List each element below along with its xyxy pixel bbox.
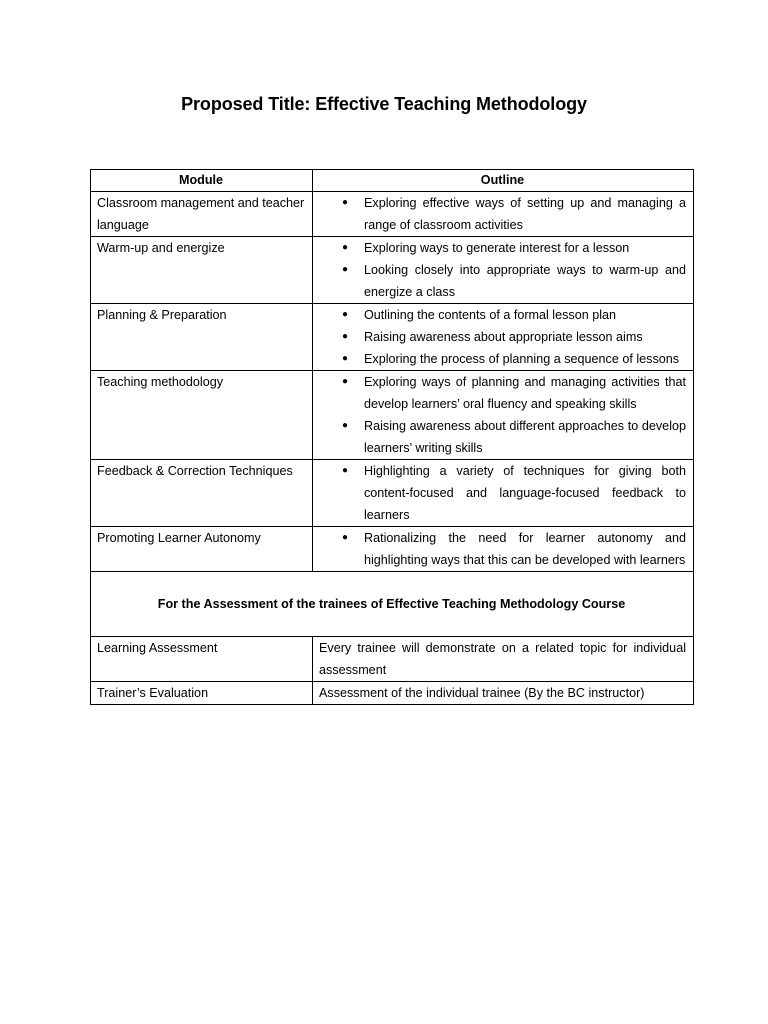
bullet-icon: ●	[342, 465, 349, 476]
table-row	[91, 304, 694, 371]
outline-item	[319, 415, 686, 459]
bullet-icon: ●	[342, 420, 349, 431]
outline-item-text: Rationalizing the need for learner autonomy and highlighting ways that this can be developed with learners	[364, 531, 686, 567]
bullet-icon: ●	[342, 309, 349, 320]
bullet-icon: ●	[342, 331, 349, 342]
module-cell: Classroom management and teacher language	[91, 192, 313, 237]
outline-item-text: Exploring the process of planning a sequence of lessons	[364, 352, 680, 366]
table-row	[91, 237, 694, 304]
assessment-heading-row	[91, 572, 694, 637]
module-cell: Teaching methodology	[91, 371, 313, 460]
outline-list	[319, 237, 686, 303]
outline-list	[319, 192, 686, 236]
assessment-value: Assessment of the individual trainee (By the BC instructor)	[313, 682, 694, 705]
assessment-row	[91, 637, 694, 682]
module-cell: Planning & Preparation	[91, 304, 313, 371]
outline-item-text: Outlining the contents of a formal lesson plan	[364, 308, 617, 322]
outline-item	[319, 527, 686, 571]
outline-cell	[313, 371, 694, 460]
module-cell: Promoting Learner Autonomy	[91, 527, 313, 572]
outline-item	[319, 304, 686, 326]
assessment-value: Every trainee will demonstrate on a related topic for individual assessment	[313, 637, 694, 682]
outline-item	[319, 237, 686, 259]
bullet-icon: ●	[342, 353, 349, 364]
outline-cell	[313, 527, 694, 572]
outline-item	[319, 371, 686, 415]
outline-item-text: Highlighting a variety of techniques for giving both content-focused and language-focused feedback to learners	[364, 464, 686, 522]
outline-item-text: Exploring effective ways of setting up and managing a range of classroom activities	[364, 196, 686, 232]
table-row	[91, 460, 694, 527]
outline-item	[319, 326, 686, 348]
bullet-icon: ●	[342, 532, 349, 543]
assessment-row	[91, 682, 694, 705]
outline-item-text: Exploring ways to generate interest for a lesson	[364, 241, 630, 255]
bullet-icon: ●	[342, 264, 349, 275]
module-cell: Warm-up and energize	[91, 237, 313, 304]
table-header-row	[91, 170, 694, 192]
outline-item	[319, 259, 686, 303]
table-row	[91, 527, 694, 572]
bullet-icon: ●	[342, 197, 349, 208]
outline-list	[319, 304, 686, 370]
outline-item-text: Exploring ways of planning and managing activities that develop learners’ oral fluency and speaking skills	[364, 375, 686, 411]
outline-list	[319, 460, 686, 526]
document-title: Proposed Title: Effective Teaching Methodology	[181, 94, 587, 114]
assessment-label: Learning Assessment	[91, 637, 313, 682]
outline-item-text: Raising awareness about appropriate lesson aims	[364, 330, 643, 344]
outline-cell	[313, 460, 694, 527]
outline-list	[319, 371, 686, 459]
bullet-icon: ●	[342, 376, 349, 387]
module-cell: Feedback & Correction Techniques	[91, 460, 313, 527]
outline-item	[319, 192, 686, 236]
outline-item-text: Looking closely into appropriate ways to warm-up and energize a class	[364, 263, 686, 299]
assessment-label: Trainer’s Evaluation	[91, 682, 313, 705]
outline-item	[319, 460, 686, 526]
table-row	[91, 371, 694, 460]
table-row	[91, 192, 694, 237]
outline-column-header: Outline	[313, 170, 694, 192]
outline-item	[319, 348, 686, 370]
bullet-icon: ●	[342, 242, 349, 253]
outline-cell	[313, 192, 694, 237]
assessment-heading: For the Assessment of the trainees of Effective Teaching Methodology Course	[91, 572, 694, 637]
outline-item-text: Raising awareness about different approaches to develop learners’ writing skills	[364, 419, 686, 455]
outline-cell	[313, 304, 694, 371]
outline-list	[319, 527, 686, 571]
module-column-header: Module	[91, 170, 313, 192]
course-table	[90, 169, 694, 705]
outline-cell	[313, 237, 694, 304]
